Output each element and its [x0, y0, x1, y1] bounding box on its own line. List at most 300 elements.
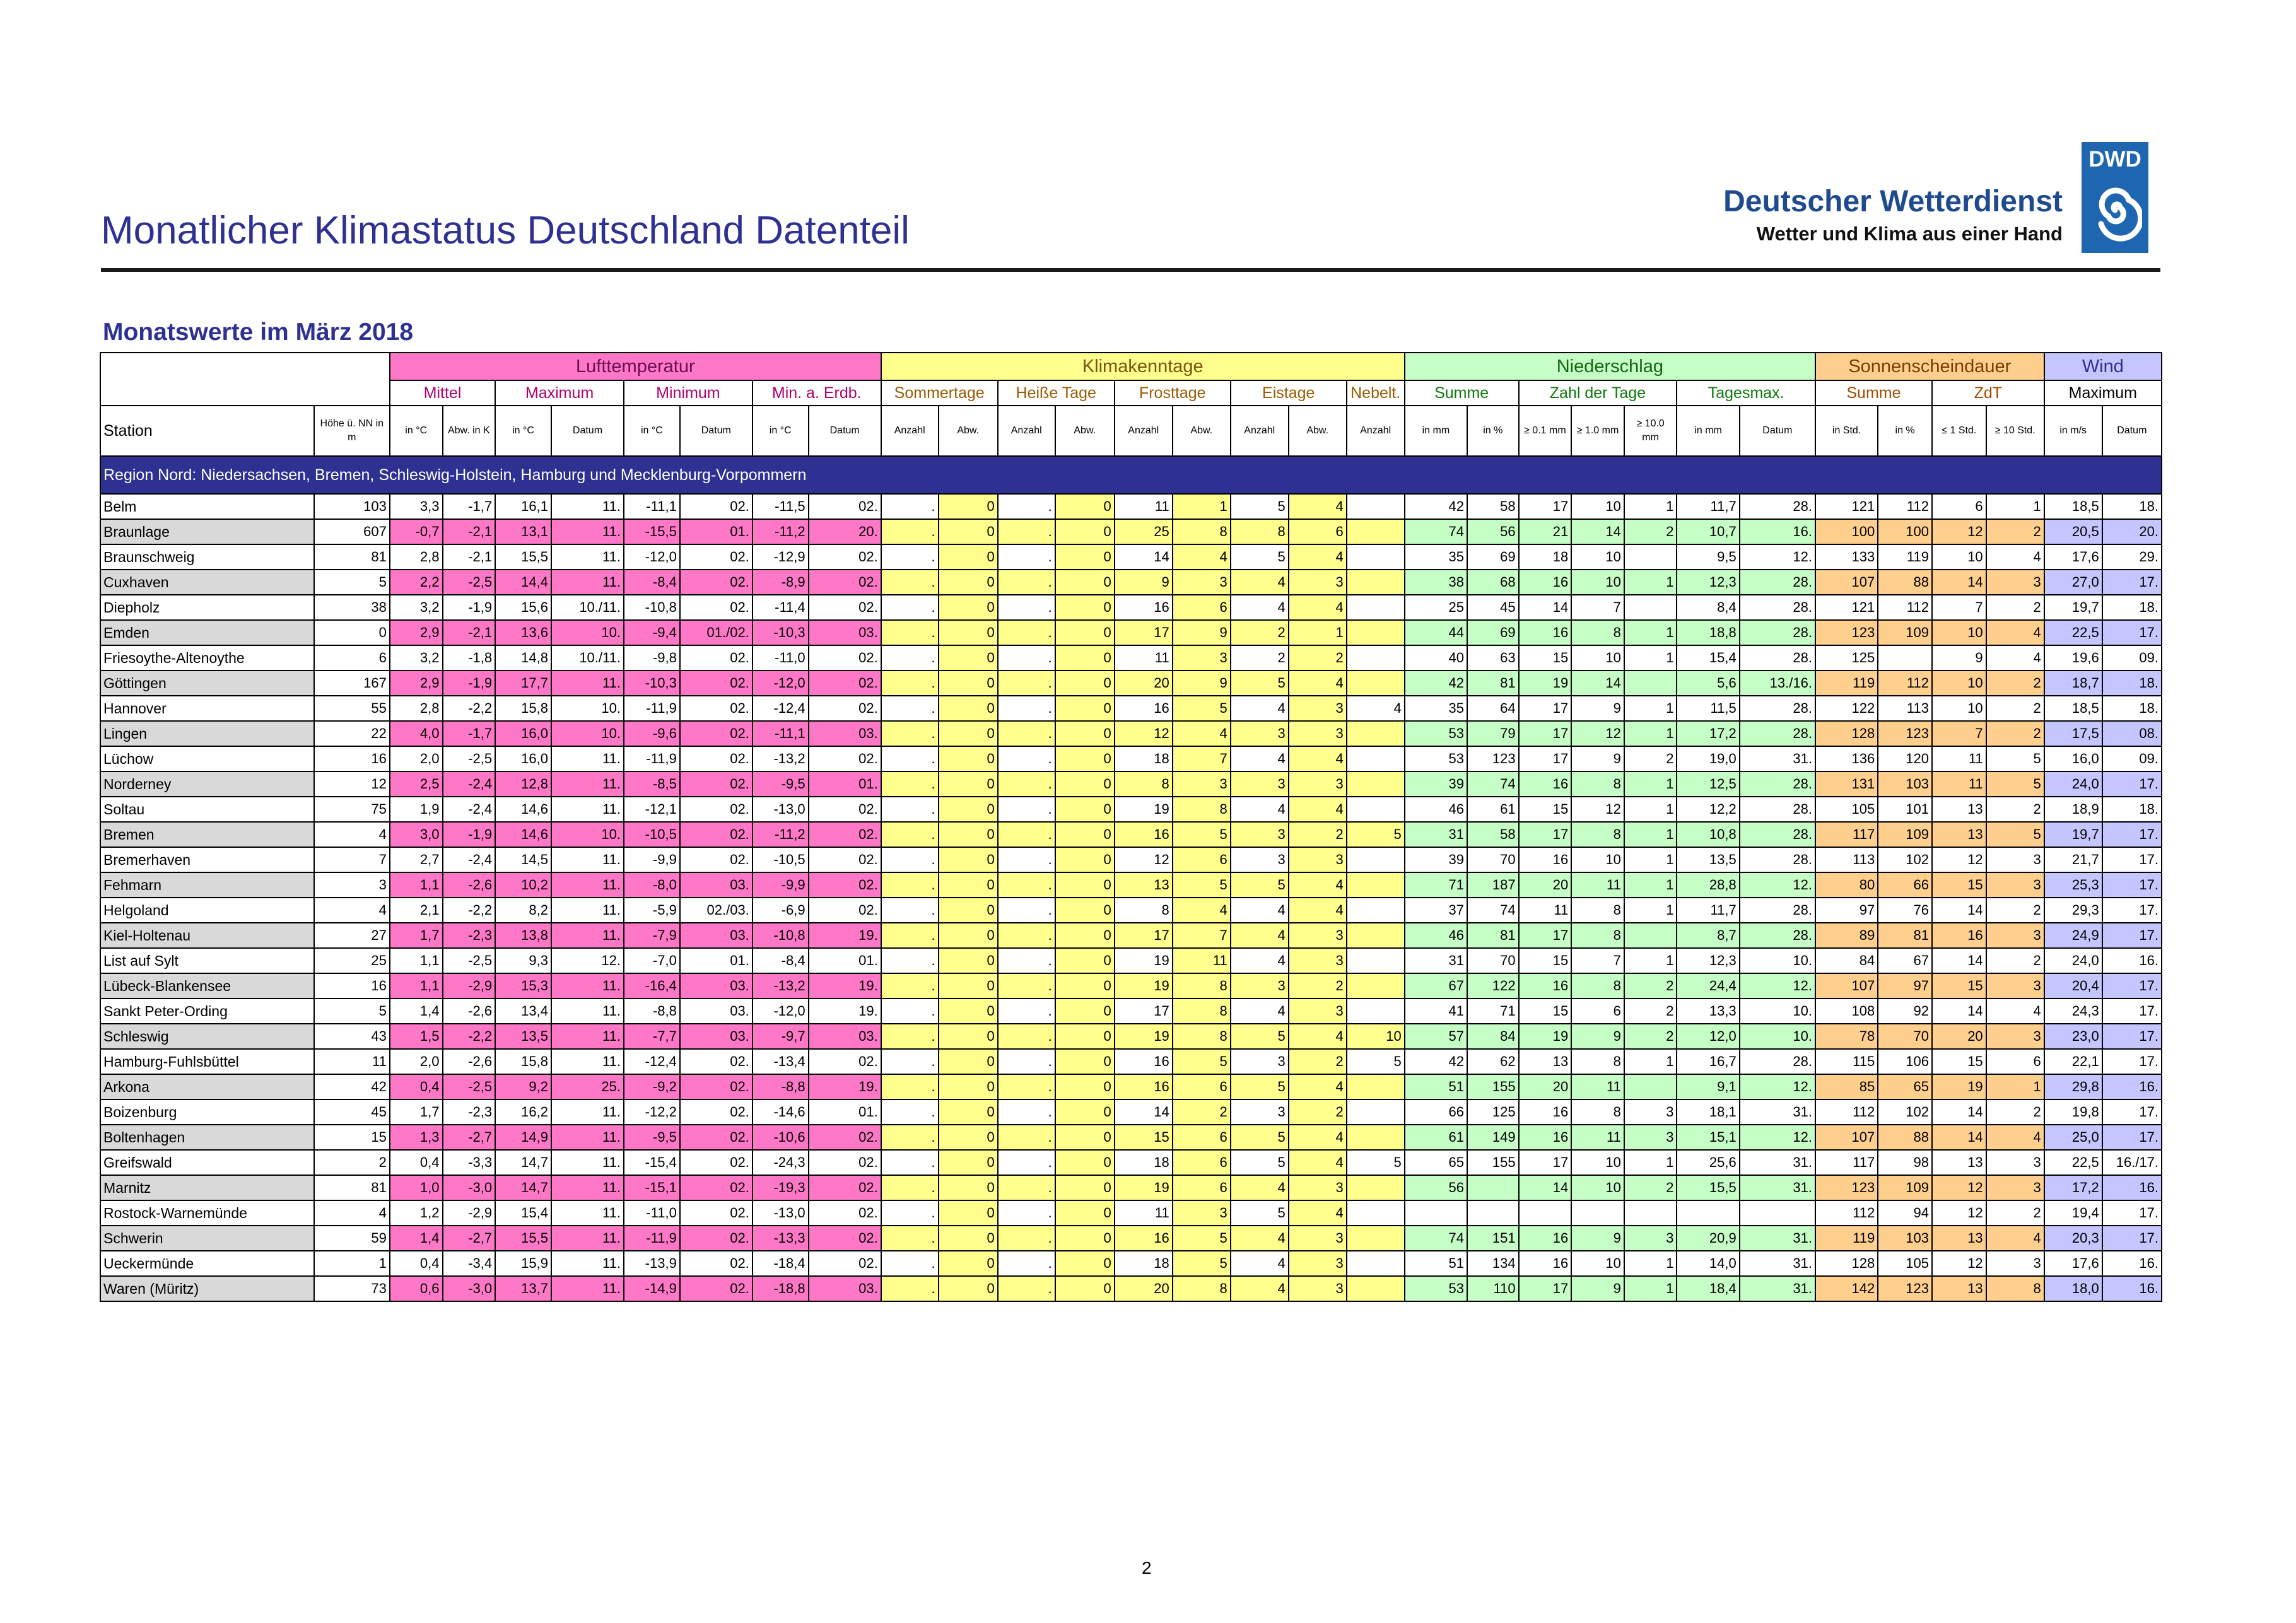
data-cell: 4 — [1173, 721, 1231, 746]
data-cell: 5 — [1231, 1024, 1289, 1049]
station-name: Lingen — [100, 721, 314, 746]
data-cell: 0 — [1055, 671, 1115, 696]
data-cell: . — [998, 645, 1055, 671]
data-cell: 107 — [1815, 570, 1878, 595]
data-cell: 0 — [939, 872, 998, 898]
data-cell: 17. — [2102, 847, 2162, 872]
data-cell: 0 — [939, 898, 998, 923]
data-cell: 20 — [1932, 1024, 1986, 1049]
data-cell: 79 — [1467, 721, 1519, 746]
data-cell: 6 — [1986, 1049, 2044, 1074]
table-row — [100, 898, 2162, 923]
data-cell: 18,8 — [1677, 620, 1739, 645]
data-cell: 16,1 — [495, 494, 551, 519]
data-cell: -10,3 — [753, 620, 809, 645]
data-cell: 11 — [1932, 746, 1986, 771]
data-cell: 5 — [1231, 1125, 1289, 1150]
data-cell: 29,8 — [2044, 1074, 2102, 1099]
data-cell: 0 — [1055, 620, 1115, 645]
data-cell: 11 — [1115, 1200, 1173, 1226]
data-cell: -10,8 — [753, 923, 809, 948]
data-cell: 02. — [809, 1226, 881, 1251]
data-cell: 2,9 — [390, 620, 443, 645]
data-cell: 3,3 — [390, 494, 443, 519]
station-name: Lüchow — [100, 746, 314, 771]
data-cell: -1,9 — [443, 595, 496, 620]
data-cell: 14 — [1115, 1099, 1173, 1125]
data-cell: 10. — [551, 696, 624, 721]
data-cell: 16 — [1519, 847, 1572, 872]
data-cell: 15,8 — [495, 1049, 551, 1074]
group-klimakenntage: Klimakenntage — [881, 353, 1405, 380]
data-cell: 1 — [1624, 1276, 1677, 1301]
table-row — [100, 1074, 2162, 1099]
data-cell: 9 — [1571, 1276, 1624, 1301]
data-cell: 4 — [1986, 645, 2044, 671]
data-cell: 14 — [1519, 1175, 1572, 1200]
table-row — [100, 872, 2162, 898]
unit-cell: Anzahl — [1115, 406, 1173, 456]
data-cell: 2 — [1624, 1175, 1677, 1200]
data-cell: -12,4 — [753, 696, 809, 721]
station-height: 27 — [314, 923, 390, 948]
data-cell: 17. — [2102, 822, 2162, 847]
data-cell: 3 — [1986, 872, 2044, 898]
data-cell: 1 — [1624, 620, 1677, 645]
data-cell: 125 — [1815, 645, 1878, 671]
data-cell: 16 — [1115, 1074, 1173, 1099]
data-cell: 01. — [809, 1099, 881, 1125]
data-cell: 11,7 — [1677, 494, 1739, 519]
unit-cell: in Std. — [1815, 406, 1878, 456]
data-cell: 81 — [1467, 923, 1519, 948]
data-cell: 0 — [1055, 999, 1115, 1024]
data-cell: 3 — [1624, 1226, 1677, 1251]
data-cell: . — [998, 923, 1055, 948]
data-cell: 4 — [1231, 948, 1289, 973]
data-cell: 3 — [1173, 771, 1231, 797]
data-cell: . — [998, 595, 1055, 620]
station-name: Ueckermünde — [100, 1251, 314, 1276]
data-cell: 14 — [1932, 570, 1986, 595]
group-niederschlag: Niederschlag — [1405, 353, 1815, 380]
data-cell: . — [998, 1175, 1055, 1200]
data-cell: . — [881, 797, 939, 822]
data-cell: 7 — [1932, 595, 1986, 620]
data-cell: -9,4 — [624, 620, 680, 645]
sub-zdt: ZdT — [1932, 380, 2044, 406]
data-cell: 3 — [1624, 1125, 1677, 1150]
data-cell: 10 — [1932, 620, 1986, 645]
data-cell: -1,9 — [443, 822, 496, 847]
data-cell: 4 — [1231, 1226, 1289, 1251]
data-cell: 0 — [939, 1150, 998, 1175]
data-cell: 155 — [1467, 1074, 1519, 1099]
data-cell: 1,5 — [390, 1024, 443, 1049]
data-cell: 4 — [1289, 872, 1347, 898]
data-cell: 44 — [1405, 620, 1467, 645]
data-cell: 02. — [809, 847, 881, 872]
data-cell: 16. — [2102, 1251, 2162, 1276]
table-row — [100, 973, 2162, 999]
group-header-row — [100, 353, 2162, 380]
data-cell: -15,4 — [624, 1150, 680, 1175]
data-cell: 8 — [1571, 1049, 1624, 1074]
data-cell: . — [881, 1175, 939, 1200]
data-cell: 5 — [1231, 1150, 1289, 1175]
data-cell: -11,0 — [753, 645, 809, 671]
data-cell: -11,0 — [624, 1200, 680, 1226]
data-cell: 13,5 — [1677, 847, 1739, 872]
data-cell: . — [881, 1024, 939, 1049]
data-cell: 16 — [1115, 696, 1173, 721]
data-cell: 02. — [680, 1175, 753, 1200]
data-cell: 17. — [2102, 771, 2162, 797]
data-cell: 97 — [1878, 973, 1932, 999]
data-cell: 10 — [1571, 1251, 1624, 1276]
data-cell: 115 — [1815, 1049, 1878, 1074]
data-cell: 0 — [939, 1276, 998, 1301]
unit-station: Station — [100, 406, 314, 456]
data-cell: -11,5 — [753, 494, 809, 519]
data-cell: 5 — [1173, 1049, 1231, 1074]
data-cell: 0 — [939, 847, 998, 872]
data-cell: 21,7 — [2044, 847, 2102, 872]
table-row — [100, 595, 2162, 620]
data-cell: 01. — [680, 519, 753, 544]
sub-mittel: Mittel — [390, 380, 495, 406]
data-cell: -11,2 — [753, 822, 809, 847]
data-cell: 18,0 — [2044, 1276, 2102, 1301]
data-cell: 18 — [1115, 1251, 1173, 1276]
data-cell: 02. — [680, 1150, 753, 1175]
unit-cell: Anzahl — [998, 406, 1055, 456]
data-cell: 02. — [680, 1074, 753, 1099]
data-cell: -13,3 — [753, 1226, 809, 1251]
data-cell: 3 — [1231, 771, 1289, 797]
data-cell: 53 — [1405, 721, 1467, 746]
data-cell: 02. — [809, 1175, 881, 1200]
data-cell: . — [881, 1226, 939, 1251]
data-cell: -12,4 — [624, 1049, 680, 1074]
data-cell: 0 — [1055, 1150, 1115, 1175]
data-cell: 17 — [1519, 746, 1572, 771]
data-cell: 0 — [939, 671, 998, 696]
data-cell: 17,5 — [2044, 721, 2102, 746]
data-cell — [1347, 898, 1405, 923]
data-cell: 12,8 — [495, 771, 551, 797]
data-cell: 122 — [1467, 973, 1519, 999]
data-cell: 8 — [1571, 822, 1624, 847]
data-cell: 02. — [680, 671, 753, 696]
data-cell: . — [881, 1099, 939, 1125]
data-cell: 5 — [1231, 671, 1289, 696]
data-cell: 0 — [1055, 948, 1115, 973]
data-cell: 1,9 — [390, 797, 443, 822]
data-cell: 1 — [1624, 721, 1677, 746]
data-cell: 9,3 — [495, 948, 551, 973]
data-cell: 1,1 — [390, 973, 443, 999]
data-cell: 10,7 — [1677, 519, 1739, 544]
data-cell: 67 — [1878, 948, 1932, 973]
data-cell: 6 — [1173, 847, 1231, 872]
data-cell: 2 — [1624, 746, 1677, 771]
station-name: Emden — [100, 620, 314, 645]
data-cell: 02. — [809, 1125, 881, 1150]
data-cell: 1 — [1624, 771, 1677, 797]
data-cell — [1624, 1074, 1677, 1099]
data-cell: 128 — [1815, 721, 1878, 746]
data-cell: 3 — [1986, 847, 2044, 872]
table-row — [100, 797, 2162, 822]
station-name: Braunlage — [100, 519, 314, 544]
data-cell: 02. — [680, 771, 753, 797]
data-cell: -8,0 — [624, 872, 680, 898]
unit-cell: Datum — [680, 406, 753, 456]
data-cell: 19. — [809, 1074, 881, 1099]
station-name: Marnitz — [100, 1175, 314, 1200]
data-cell: 3 — [1289, 1276, 1347, 1301]
data-cell: 3 — [1986, 1024, 2044, 1049]
data-cell: 1 — [1624, 847, 1677, 872]
data-cell: 0 — [939, 746, 998, 771]
table-row — [100, 544, 2162, 570]
data-cell: 0 — [1055, 1175, 1115, 1200]
table-row — [100, 771, 2162, 797]
data-cell: 119 — [1815, 671, 1878, 696]
data-cell: 102 — [1878, 1099, 1932, 1125]
data-cell: 0,6 — [390, 1276, 443, 1301]
data-cell: 13,5 — [495, 1024, 551, 1049]
data-cell: . — [881, 872, 939, 898]
data-cell — [1624, 923, 1677, 948]
data-cell: . — [881, 1251, 939, 1276]
data-cell: 17. — [2102, 1024, 2162, 1049]
data-cell: 10 — [1571, 544, 1624, 570]
data-cell: 17. — [2102, 1099, 2162, 1125]
data-cell: 02. — [809, 1049, 881, 1074]
data-cell: . — [998, 797, 1055, 822]
logo-abbr: DWD — [2088, 147, 2141, 172]
data-cell: 10. — [1740, 999, 1815, 1024]
data-cell: 9 — [1571, 1226, 1624, 1251]
data-cell: 8 — [1571, 1099, 1624, 1125]
data-cell: 0 — [939, 1099, 998, 1125]
data-cell: . — [998, 872, 1055, 898]
data-cell: 6 — [1173, 1125, 1231, 1150]
data-cell: 01. — [809, 771, 881, 797]
data-cell: 134 — [1467, 1251, 1519, 1276]
data-cell: 67 — [1405, 973, 1467, 999]
data-cell: 38 — [1405, 570, 1467, 595]
data-cell: 0 — [1055, 1049, 1115, 1074]
data-cell: 14 — [1571, 519, 1624, 544]
data-cell: 0 — [1055, 1074, 1115, 1099]
data-cell: 0 — [1055, 544, 1115, 570]
data-cell: 149 — [1467, 1125, 1519, 1150]
table-row — [100, 999, 2162, 1024]
data-cell: 7 — [1173, 746, 1231, 771]
data-cell: . — [881, 721, 939, 746]
data-cell: 8 — [1571, 973, 1624, 999]
station-height: 43 — [314, 1024, 390, 1049]
data-cell: 19 — [1115, 797, 1173, 822]
data-cell: 2 — [1624, 999, 1677, 1024]
data-cell: 17. — [2102, 1226, 2162, 1251]
data-cell: 15,4 — [495, 1200, 551, 1226]
data-cell: 3 — [1986, 1175, 2044, 1200]
data-cell: 4 — [1289, 544, 1347, 570]
data-cell: 0 — [1055, 494, 1115, 519]
data-cell: 16,7 — [1677, 1049, 1739, 1074]
station-name: Bremerhaven — [100, 847, 314, 872]
data-cell: 02. — [680, 1125, 753, 1150]
station-name: Greifswald — [100, 1150, 314, 1175]
data-cell: 17. — [2102, 973, 2162, 999]
data-cell: 133 — [1815, 544, 1878, 570]
data-cell: 16,0 — [495, 721, 551, 746]
data-cell: -2,2 — [443, 898, 496, 923]
data-cell: 6 — [1571, 999, 1624, 1024]
data-cell: -2,6 — [443, 872, 496, 898]
data-cell: 3 — [1231, 1099, 1289, 1125]
data-cell: 112 — [1878, 494, 1932, 519]
table-row — [100, 847, 2162, 872]
data-cell: 1 — [1624, 696, 1677, 721]
data-cell: 10./11. — [551, 645, 624, 671]
data-cell: 14,5 — [495, 847, 551, 872]
data-cell: 8 — [1231, 519, 1289, 544]
data-cell: 1 — [1624, 494, 1677, 519]
data-cell: 0 — [939, 1125, 998, 1150]
unit-cell: Höhe ü. NN in m — [314, 406, 390, 456]
data-cell: 21 — [1519, 519, 1572, 544]
data-cell: 0 — [939, 771, 998, 797]
data-cell: 110 — [1467, 1276, 1519, 1301]
station-height: 7 — [314, 847, 390, 872]
station-height: 2 — [314, 1150, 390, 1175]
station-name: Göttingen — [100, 671, 314, 696]
data-cell: 112 — [1878, 671, 1932, 696]
data-cell: 02. — [809, 544, 881, 570]
sub-frosttage: Frosttage — [1115, 380, 1231, 406]
data-cell: 8 — [1173, 999, 1231, 1024]
data-cell — [1347, 519, 1405, 544]
unit-cell: ≥ 0.1 mm — [1519, 406, 1572, 456]
data-cell: 3,0 — [390, 822, 443, 847]
data-cell: -9,5 — [753, 771, 809, 797]
data-cell: 5 — [1986, 822, 2044, 847]
table-body — [100, 494, 2162, 1301]
data-cell: 20. — [2102, 519, 2162, 544]
data-cell: 1,3 — [390, 1125, 443, 1150]
data-cell: 12. — [1740, 1074, 1815, 1099]
data-cell: 29. — [2102, 544, 2162, 570]
data-cell: 19. — [809, 923, 881, 948]
data-cell: 17. — [2102, 570, 2162, 595]
unit-cell: Abw. — [1173, 406, 1231, 456]
data-cell: 14,4 — [495, 570, 551, 595]
data-cell: 1 — [1289, 620, 1347, 645]
data-cell: -6,9 — [753, 898, 809, 923]
data-cell: 03. — [680, 872, 753, 898]
data-cell: 28. — [1740, 822, 1815, 847]
data-cell: 5 — [1986, 746, 2044, 771]
data-cell: 4 — [1231, 797, 1289, 822]
data-cell: 28. — [1740, 645, 1815, 671]
station-height: 3 — [314, 872, 390, 898]
data-cell: 15 — [1519, 645, 1572, 671]
station-height: 73 — [314, 1276, 390, 1301]
data-cell: -1,8 — [443, 645, 496, 671]
data-cell: 31 — [1405, 822, 1467, 847]
data-cell: 4 — [1289, 595, 1347, 620]
data-cell: 1,1 — [390, 872, 443, 898]
unit-cell: Abw. — [939, 406, 998, 456]
data-cell: . — [998, 1099, 1055, 1125]
data-cell: 2 — [1986, 671, 2044, 696]
data-cell: . — [881, 898, 939, 923]
data-cell: 84 — [1467, 1024, 1519, 1049]
data-cell: 11. — [551, 1251, 624, 1276]
data-cell: . — [881, 999, 939, 1024]
data-cell: 70 — [1467, 948, 1519, 973]
table-row — [100, 948, 2162, 973]
data-cell: 3,2 — [390, 595, 443, 620]
data-cell: 41 — [1405, 999, 1467, 1024]
data-cell: 107 — [1815, 1125, 1878, 1150]
data-cell: -14,9 — [624, 1276, 680, 1301]
data-cell: 70 — [1878, 1024, 1932, 1049]
data-cell: 16 — [1115, 595, 1173, 620]
data-cell: 0 — [939, 1200, 998, 1226]
data-cell: 02. — [680, 1276, 753, 1301]
data-cell: -2,1 — [443, 544, 496, 570]
table-row — [100, 923, 2162, 948]
station-name: Braunschweig — [100, 544, 314, 570]
data-cell: 02. — [680, 595, 753, 620]
data-cell: -13,2 — [753, 746, 809, 771]
data-cell — [1624, 671, 1677, 696]
data-cell: 18,9 — [2044, 797, 2102, 822]
data-cell: 14 — [1115, 544, 1173, 570]
data-cell: -7,9 — [624, 923, 680, 948]
unit-cell: Abw. — [1289, 406, 1347, 456]
data-cell: -16,4 — [624, 973, 680, 999]
table-row — [100, 1200, 2162, 1226]
data-cell: 11. — [551, 797, 624, 822]
data-cell: 0 — [1055, 1251, 1115, 1276]
data-cell: 0 — [939, 544, 998, 570]
data-cell — [1347, 999, 1405, 1024]
data-cell: 12 — [1932, 519, 1986, 544]
data-cell: 15 — [1519, 999, 1572, 1024]
data-cell: 3,2 — [390, 645, 443, 671]
data-cell: 18. — [2102, 595, 2162, 620]
data-cell: 11. — [551, 1125, 624, 1150]
data-cell: 117 — [1815, 1150, 1878, 1175]
data-cell: 3 — [1231, 1049, 1289, 1074]
data-cell: 15,6 — [495, 595, 551, 620]
data-cell: 12,2 — [1677, 797, 1739, 822]
station-name: Hamburg-Fuhlsbüttel — [100, 1049, 314, 1074]
data-cell: 46 — [1405, 797, 1467, 822]
data-cell: 45 — [1467, 595, 1519, 620]
sub-nebeltage: Nebelt. — [1347, 380, 1405, 406]
data-cell: 31. — [1740, 746, 1815, 771]
data-cell: 2 — [1986, 948, 2044, 973]
data-cell — [1347, 1125, 1405, 1150]
